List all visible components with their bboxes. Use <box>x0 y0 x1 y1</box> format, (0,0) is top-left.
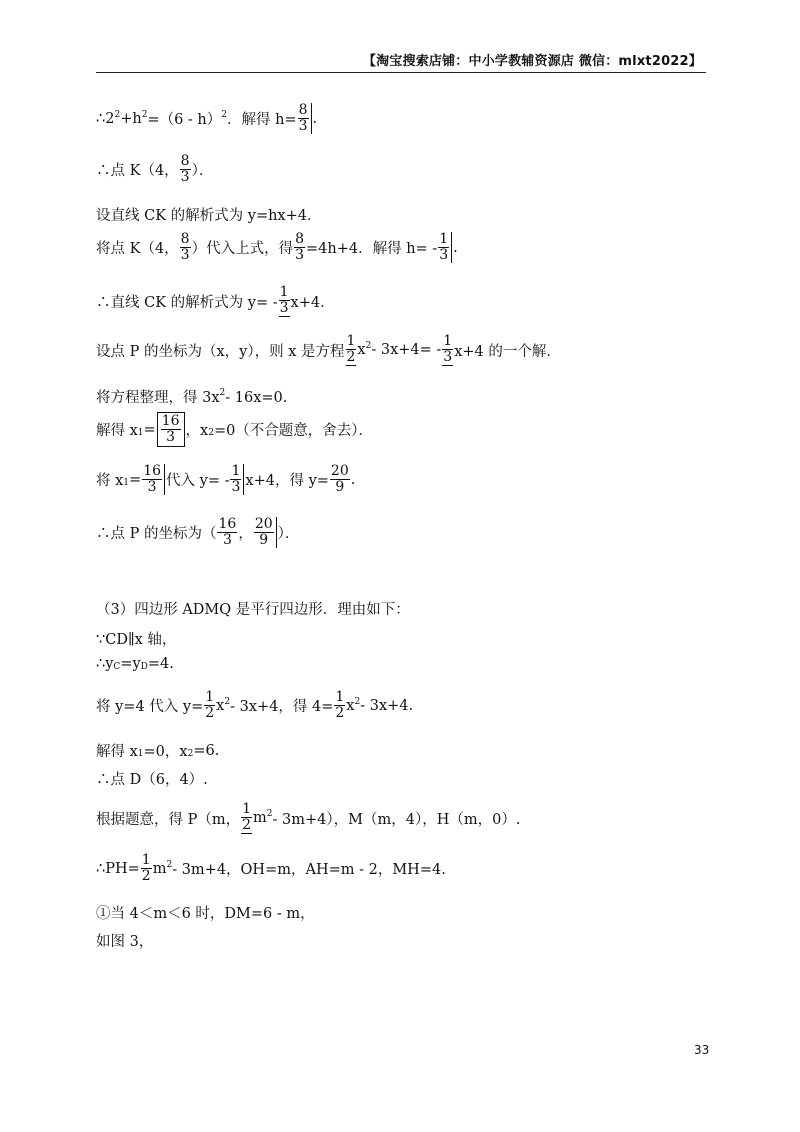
eq-8-sub-1: 1 <box>137 427 144 438</box>
eq-1-text-c: =（6 - h） <box>147 112 222 128</box>
eq-1-text-a: ∴2 <box>96 110 115 127</box>
eq-13-text-c: =4. <box>147 656 174 672</box>
eq-13-sub-2: D <box>140 662 148 672</box>
eq-line-6 <box>96 334 561 366</box>
eq-line-1 <box>96 103 317 134</box>
eq-8-text-d: =0（不合题意，舍去）． <box>213 423 374 439</box>
eq-7-sup: 2 <box>219 387 226 398</box>
fraction-8-3: $\frac{8}{3}$ <box>295 231 305 263</box>
eq-15-sub-2: 2 <box>187 748 194 759</box>
fraction-16-3: $\frac{16}{3}$ <box>157 412 185 447</box>
eq-17-text-c: - 3m+4），M（m，4），H（m，0）. <box>272 811 521 828</box>
eq-14-sup-1: 2 <box>224 696 231 707</box>
fraction-1-2: $\frac{1}{2}$ <box>205 689 215 721</box>
eq-8-text-b: = <box>143 421 156 438</box>
eq-line-12: ∵CD∥x 轴， <box>96 632 177 648</box>
eq-15-text-c: =6. <box>193 742 220 759</box>
eq-9-text-a: 将 x <box>96 473 124 489</box>
eq-13-sub-1: C <box>113 662 121 672</box>
eq-1-sup-3: 2 <box>221 109 227 120</box>
eq-4-text-b: ）代入上式，得 <box>191 241 294 257</box>
eq-line-9 <box>96 464 355 495</box>
fraction-1-3: $\frac{1}{3}$ <box>438 232 452 263</box>
eq-1-text-b: +h <box>120 110 142 127</box>
fraction-20-9: $\frac{20}{9}$ <box>254 517 277 548</box>
eq-line-16: ∴点 D（6，4）. <box>96 772 208 788</box>
fraction-1-3: $\frac{1}{3}$ <box>443 333 453 365</box>
eq-10-text-c: ）． <box>277 526 300 542</box>
eq-14-text-a: 将 y=4 代入 y= <box>96 699 204 715</box>
eq-line-4 <box>96 232 458 263</box>
eq-9-text-d: x+4，得 y= <box>245 473 329 489</box>
eq-line-7 <box>96 386 297 407</box>
fraction-1-2: $\frac{1}{2}$ <box>242 801 252 833</box>
fraction-16-3: $\frac{16}{3}$ <box>218 516 237 548</box>
eq-8-text-a: 解得 x <box>96 423 138 439</box>
eq-15-text-b: =0，x <box>143 744 188 760</box>
fraction-1-2: $\frac{1}{2}$ <box>346 333 356 365</box>
eq-line-19: ①当 4＜m＜6 时，DM=6 - m， <box>96 906 315 922</box>
eq-14-text-c: - 3x+4，得 4= <box>230 699 334 715</box>
eq-line-3: 设直线 CK 的解析式为 y=hx+4． <box>96 208 322 224</box>
eq-18-sup: 2 <box>166 859 173 870</box>
eq-line-18 <box>96 853 446 884</box>
eq-14-sup-2: 2 <box>354 696 361 707</box>
eq-10-text-b: ， <box>238 526 253 542</box>
eq-line-20: 如图 3， <box>96 934 154 950</box>
eq-8-sub-2: 2 <box>208 427 214 438</box>
fraction-1-3: $\frac{1}{3}$ <box>230 464 244 495</box>
eq-6-text-c: - 3x+4= - <box>371 342 442 358</box>
page-number: 33 <box>694 1043 710 1057</box>
eq-line-8 <box>96 412 373 447</box>
eq-17-sup: 2 <box>266 809 273 819</box>
eq-2-text-a: ∴点 K（4， <box>96 163 179 179</box>
eq-15-text-a: 解得 x <box>96 744 138 760</box>
page-header: 【淘宝搜索店铺：中小学教辅资源店 微信：mlxt2022】 <box>362 54 702 69</box>
eq-17-text-a: 根据题意，得 P（m， <box>96 811 241 828</box>
fraction-1-2: $\frac{1}{2}$ <box>141 852 151 884</box>
eq-15-sub-1: 1 <box>137 748 144 759</box>
fraction-8-3: $\frac{8}{3}$ <box>180 231 190 263</box>
eq-18-text-b: m <box>152 860 167 877</box>
eq-6-text-d: x+4 的一个解． <box>454 343 561 360</box>
fraction-8-3: $\frac{8}{3}$ <box>180 153 190 185</box>
eq-line-10 <box>96 517 299 548</box>
eq-line-13 <box>96 656 174 672</box>
eq-5-text-a: ∴直线 CK 的解析式为 y= - <box>96 294 278 311</box>
eq-4-text-a: 将点 K（4， <box>96 241 179 257</box>
eq-8-text-c: ，x <box>185 423 209 439</box>
eq-14-text-e: - 3x+4. <box>360 697 414 714</box>
eq-5-text-b: x+4． <box>290 294 335 311</box>
eq-14-text-d: x <box>346 697 355 714</box>
eq-1-text-d: ．解得 h= <box>227 112 297 128</box>
eq-7-text-a: 将方程整理，得 3x <box>96 390 220 406</box>
eq-1-sup-2: 2 <box>141 109 148 120</box>
fraction-1-3: $\frac{1}{3}$ <box>279 284 289 316</box>
eq-4-text-d: . <box>453 239 458 256</box>
eq-7-text-b: - 16x=0． <box>225 390 298 406</box>
header-rule <box>96 72 706 73</box>
eq-14-text-b: x <box>216 697 225 714</box>
eq-9-text-c: 代入 y= - <box>166 473 230 489</box>
eq-13-text-a: ∴y <box>96 656 114 672</box>
eq-line-17 <box>96 802 520 834</box>
eq-1-sup-1: 2 <box>114 109 121 120</box>
eq-line-11: （3）四边形 ADMQ 是平行四边形．理由如下： <box>96 602 410 618</box>
eq-6-text-b: x <box>357 342 366 358</box>
eq-line-2 <box>96 154 213 185</box>
fraction-16-3: $\frac{16}{3}$ <box>142 464 165 495</box>
eq-17-text-b: m <box>253 810 267 826</box>
eq-10-text-a: ∴点 P 的坐标为（ <box>96 526 217 542</box>
eq-line-5 <box>96 285 335 317</box>
fraction-20-9: $\frac{20}{9}$ <box>330 463 349 495</box>
eq-9-text-e: . <box>350 471 356 488</box>
eq-2-text-b: ）． <box>191 163 214 179</box>
eq-18-text-c: - 3m+4，OH=m，AH=m - 2，MH=4. <box>172 862 446 878</box>
eq-4-text-c: =4h+4．解得 h= - <box>306 241 438 257</box>
eq-6-text-a: 设点 P 的坐标为（x，y），则 x 是方程 <box>96 343 345 360</box>
fraction-8-3: $\frac{8}{3}$ <box>298 103 312 134</box>
fraction-1-2: $\frac{1}{2}$ <box>335 689 345 721</box>
eq-6-sup: 2 <box>365 341 372 351</box>
eq-18-text-a: ∴PH= <box>96 860 140 877</box>
eq-9-sub: 1 <box>123 477 130 488</box>
eq-line-14 <box>96 690 413 721</box>
eq-1-text-e: . <box>312 110 318 127</box>
eq-9-text-b: = <box>129 471 142 488</box>
eq-line-15 <box>96 740 219 761</box>
eq-13-text-b: =y <box>120 656 141 672</box>
